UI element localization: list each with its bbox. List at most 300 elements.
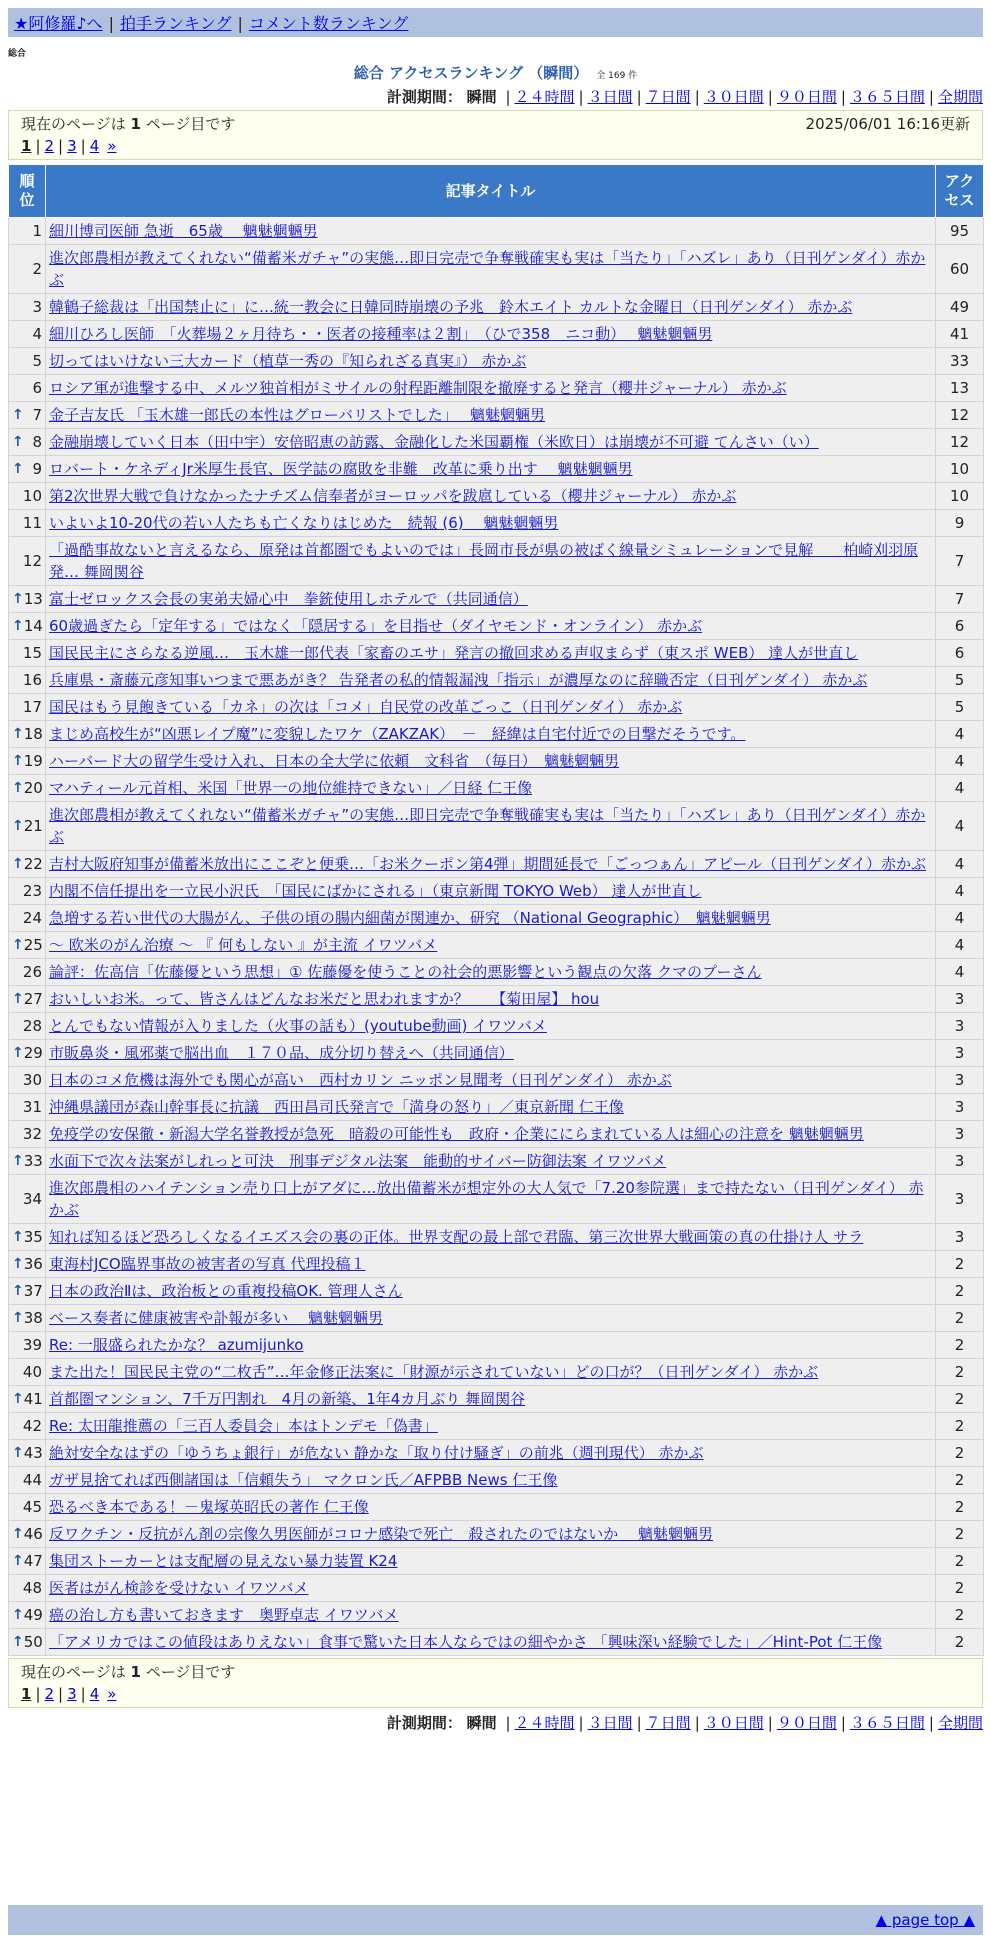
- rank-up-arrow-icon: ↑: [12, 407, 24, 423]
- ranking-body: [9, 218, 984, 1656]
- rank-up-arrow-icon: ↑: [12, 1229, 24, 1245]
- period-separator: |: [767, 1714, 773, 1732]
- period-separator: |: [840, 88, 846, 106]
- title-cell: [46, 402, 936, 429]
- rank-cell: [9, 1121, 46, 1148]
- rank-up-arrow-icon: ↑: [12, 856, 24, 872]
- access-count: 2: [936, 1251, 984, 1278]
- table-row: [9, 1175, 984, 1224]
- article-title-link[interactable]: 水面下で次々法案がしれっと可決 刑事デジタル法案 能動的サイバー防御法案 イワツバメ: [49, 1152, 667, 1170]
- page-link-4[interactable]: 4: [89, 137, 100, 155]
- title-cell: [46, 694, 936, 721]
- period-option-all[interactable]: 全期間: [937, 1714, 983, 1732]
- col-rank-label: 順位: [19, 172, 35, 209]
- article-title-link[interactable]: また出た！国民民主党の“二枚舌”…年金修正法案に「財源が示されていない」どの口が？（日刊ゲンダイ） 赤かぶ: [49, 1363, 819, 1381]
- page-separator: |: [80, 137, 86, 155]
- article-title-link[interactable]: ～ 欧米のがん治療 ～ 『 何もしない 』が主流 イワツバメ: [49, 936, 438, 954]
- article-title-link[interactable]: 第2次世界大戦で負けなかったナチズム信奉者がヨーロッパを跋扈している（櫻井ジャーナル） 赤かぶ: [49, 487, 737, 505]
- rank-number: 24: [22, 909, 42, 927]
- access-count: 2: [936, 1467, 984, 1494]
- period-option-30d[interactable]: ３０日間: [703, 1714, 764, 1732]
- access-count: 2: [936, 1629, 984, 1656]
- table-row: [9, 959, 984, 986]
- article-title-link[interactable]: 細川ひろし医師 「火葬場２ヶ月待ち・・医者の接種率は２割」 （ひで358 ニコ動） 魑魅魍魎男: [49, 325, 713, 343]
- article-title-link[interactable]: 60歳過ぎたら「定年する」ではなく「隠居する」を目指せ（ダイヤモンド・オンライン） 赤かぶ: [49, 617, 703, 635]
- rank-cell: [9, 245, 46, 294]
- period-separator: |: [694, 88, 700, 106]
- rank-number: 37: [23, 1282, 43, 1300]
- title-cell: [46, 1386, 936, 1413]
- article-title-link[interactable]: Re: 太田龍推薦の「三百人委員会」本はトンデモ「偽書」: [49, 1417, 438, 1435]
- period-option-365d[interactable]: ３６５日間: [849, 1714, 925, 1732]
- access-count: 2: [936, 1359, 984, 1386]
- table-row: [9, 721, 984, 748]
- period-option-90d[interactable]: ９０日間: [776, 88, 837, 106]
- table-header-row: [9, 165, 984, 218]
- article-title-link[interactable]: 「過酷事故ないと言えるなら、原発は首都圏でもよいのでは」長岡市長が県の被ばく線量シミュレーションで見解 柏崎刈羽原発… 舞岡関谷: [49, 541, 919, 581]
- access-count: 95: [936, 218, 984, 245]
- pager-status-suffix: ページ目です: [145, 115, 236, 133]
- rank-up-arrow-icon: ↑: [12, 1256, 24, 1272]
- ranking-table: [8, 164, 984, 1656]
- article-title-link[interactable]: 「アメリカではこの値段はありえない」食事で驚いた日本人ならではの細やかさ 「興味深い経験でした」／Hint-Pot 仁王像: [49, 1633, 883, 1651]
- pager-status-line: [21, 1661, 970, 1683]
- rank-number: 23: [22, 882, 42, 900]
- rank-up-arrow-icon: ↑: [12, 591, 24, 607]
- period-option-365d[interactable]: ３６５日間: [849, 88, 925, 106]
- article-title-link[interactable]: 進次郎農相が教えてくれない“備蓄米ガチャ”の実態…即日完売で争奪戦確実も実は「当たり」「ハズレ」あり（日刊ゲンダイ）赤かぶ: [49, 249, 926, 289]
- article-title-link[interactable]: 富士ゼロックス会長の実弟夫婦心中 拳銃使用しホテルで（共同通信）: [49, 590, 528, 608]
- title-cell: [46, 218, 936, 245]
- page-title: [8, 62, 983, 83]
- table-row: [9, 1467, 984, 1494]
- page-next-link[interactable]: »: [107, 1685, 117, 1703]
- title-cell: [46, 1305, 936, 1332]
- rank-cell: [9, 959, 46, 986]
- title-cell: [46, 721, 936, 748]
- title-cell: [46, 986, 936, 1013]
- rank-up-arrow-icon: ↑: [12, 753, 24, 769]
- access-count: 2: [936, 1332, 984, 1359]
- rank-up-arrow-icon: ↑: [12, 818, 24, 834]
- title-cell: [46, 959, 936, 986]
- page-link-3[interactable]: 3: [67, 1685, 77, 1703]
- article-title-link[interactable]: 絶対安全なはずの「ゆうちょ銀行」が危ない 静かな「取り付け騒ぎ」の前兆（週刊現代） 赤かぶ: [49, 1444, 704, 1462]
- title-cell: [46, 905, 936, 932]
- updated-time: 2025/06/01 16:16更新: [805, 115, 970, 133]
- title-cell: [46, 667, 936, 694]
- article-title-link[interactable]: マハティール元首相、米国「世界一の地位維持できない」／日経 仁王像: [49, 779, 533, 797]
- rank-cell: [9, 667, 46, 694]
- rank-cell: [9, 1521, 46, 1548]
- rank-cell: [9, 218, 46, 245]
- rank-up-arrow-icon: ↑: [12, 780, 24, 796]
- rank-cell: [9, 775, 46, 802]
- article-title-link[interactable]: 進次郎農相のハイテンション売り口上がアダに…放出備蓄米が想定外の大人気で「7.20参院選」まで持たない（日刊ゲンダイ） 赤かぶ: [49, 1179, 924, 1219]
- article-title-link[interactable]: 切ってはいけない三大カード（植草一秀の『知られざる真実』） 赤かぶ: [49, 352, 527, 370]
- rank-number: 11: [22, 514, 42, 532]
- access-count: 6: [936, 640, 984, 667]
- page-separator: |: [58, 1685, 64, 1703]
- table-row: [9, 1040, 984, 1067]
- nav-separator: |: [108, 14, 114, 33]
- rank-cell: [9, 613, 46, 640]
- rank-up-arrow-icon: ↑: [12, 1553, 24, 1569]
- rank-cell: [9, 721, 46, 748]
- rank-cell: [9, 1440, 46, 1467]
- access-count: 3: [936, 986, 984, 1013]
- rank-number: 25: [23, 936, 43, 954]
- article-title-link[interactable]: ロバート・ケネディJr米厚生長官、医学誌の腐敗を非難 改革に乗り出す 魑魅魍魎男: [49, 460, 633, 478]
- article-title-link[interactable]: まじめ高校生が“凶悪レイプ魔”に変貌したワケ（ZAKZAK） － 経緯は自宅付近での目撃だそうです。: [49, 725, 746, 743]
- article-title-link[interactable]: 東海村JCO臨界事故の被害者の写真 代理投稿１: [49, 1255, 366, 1273]
- title-cell: [46, 586, 936, 613]
- access-count: 2: [936, 1305, 984, 1332]
- rank-number: 13: [23, 590, 43, 608]
- rank-number: 49: [23, 1606, 43, 1624]
- access-count: 13: [936, 375, 984, 402]
- period-option-all[interactable]: 全期間: [937, 88, 983, 106]
- article-title-link[interactable]: 論評：佐高信「佐藤優という思想」① 佐藤優を使うことの社会的悪影響という観点の欠落 クマのプーさん: [49, 963, 762, 981]
- article-title-link[interactable]: Re: 一服盛られたかな？ azumijunko: [49, 1336, 304, 1354]
- period-separator: |: [578, 88, 584, 106]
- table-row: [9, 1013, 984, 1040]
- access-count: 4: [936, 932, 984, 959]
- access-count: 4: [936, 721, 984, 748]
- rank-number: 28: [22, 1017, 42, 1035]
- rank-number: 47: [23, 1552, 43, 1570]
- period-option-90d[interactable]: ９０日間: [776, 1714, 837, 1732]
- table-row: [9, 1251, 984, 1278]
- table-row: [9, 694, 984, 721]
- article-title-link[interactable]: 兵庫県・斎藤元彦知事いつまで悪あがき？ 告発者の私的情報漏洩「指示」が濃厚なのに辞職否定（日刊ゲンダイ） 赤かぶ: [49, 671, 868, 689]
- title-cell: [46, 1013, 936, 1040]
- article-title-link[interactable]: 吉村大阪府知事が備蓄米放出にここぞと便乗…「お米クーポン第4弾」期間延長で「ごっつぁん」アピール（日刊ゲンダイ）赤かぶ: [49, 855, 926, 873]
- article-title-link[interactable]: ロシア軍が進撃する中、メルツ独首相がミサイルの射程距離制限を撤廃すると発言（櫻井ジャーナル） 赤かぶ: [49, 379, 787, 397]
- rank-number: 44: [22, 1471, 42, 1489]
- rank-cell: [9, 294, 46, 321]
- pager-status-prefix: 現在のページは: [21, 115, 126, 133]
- title-cell: [46, 456, 936, 483]
- access-count: 3: [936, 1040, 984, 1067]
- title-cell: [46, 1251, 936, 1278]
- period-selector-top: [387, 86, 983, 107]
- table-row: [9, 1305, 984, 1332]
- period-option-3d[interactable]: ３日間: [587, 88, 633, 106]
- table-row: [9, 640, 984, 667]
- rank-number: 34: [22, 1190, 42, 1208]
- period-option-24h[interactable]: ２４時間: [514, 1714, 575, 1732]
- access-count: 5: [936, 694, 984, 721]
- col-title-header: 記事タイトル: [46, 165, 936, 218]
- table-row: [9, 245, 984, 294]
- article-title-link[interactable]: 急増する若い世代の大腸がん、子供の頃の腸内細菌が関連か、研究 （National Geographic） 魑魅魍魎男: [49, 909, 771, 927]
- title-cell: [46, 1548, 936, 1575]
- table-row: [9, 402, 984, 429]
- access-count: 4: [936, 748, 984, 775]
- period-current: 瞬間: [466, 1714, 497, 1732]
- page-next-link[interactable]: »: [107, 137, 117, 155]
- table-row: [9, 218, 984, 245]
- rank-up-arrow-icon: ↑: [12, 1526, 24, 1542]
- rank-cell: [9, 878, 46, 905]
- rank-cell: [9, 932, 46, 959]
- rank-number: 35: [23, 1228, 43, 1246]
- article-title-link[interactable]: 金融崩壊していく日本（田中宇）安倍昭恵の訪露、金融化した米国覇権（米欧日）は崩壊が不可避 てんさい（い）: [49, 433, 819, 451]
- rank-number: 40: [22, 1363, 42, 1381]
- table-row: [9, 613, 984, 640]
- article-title-link[interactable]: とんでもない情報が入りました（火事の話も）(youtube動画) イワツバメ: [49, 1017, 547, 1035]
- rank-cell: [9, 1148, 46, 1175]
- table-row: [9, 1602, 984, 1629]
- article-title-link[interactable]: 日本のコメ危機は海外でも関心が高い 西村カリン ニッポン見聞考（日刊ゲンダイ） 赤かぶ: [49, 1071, 672, 1089]
- table-row: [9, 1494, 984, 1521]
- access-count: 2: [936, 1278, 984, 1305]
- rank-number: 30: [22, 1071, 42, 1089]
- title-cell: [46, 1175, 936, 1224]
- rank-number: 50: [23, 1633, 43, 1651]
- access-count: 12: [936, 429, 984, 456]
- rank-number: 15: [22, 644, 42, 662]
- access-count: 3: [936, 1121, 984, 1148]
- access-count: 7: [936, 537, 984, 586]
- title-cell: [46, 429, 936, 456]
- article-title-link[interactable]: 国民はもう見飽きている「カネ」の次は「コメ」自民党の改革ごっこ（日刊ゲンダイ） 赤かぶ: [49, 698, 683, 716]
- rank-up-arrow-icon: ↑: [12, 434, 24, 450]
- article-title-link[interactable]: 首都圏マンション、7千万円割れ 4月の新築、1年4カ月ぶり 舞岡関谷: [49, 1390, 526, 1408]
- nav-separator: |: [237, 14, 243, 33]
- rank-number: 17: [22, 698, 42, 716]
- table-row: [9, 510, 984, 537]
- rank-cell: [9, 1013, 46, 1040]
- access-count: 9: [936, 510, 984, 537]
- period-option-7d[interactable]: ７日間: [645, 88, 691, 106]
- rank-number: 4: [32, 325, 42, 343]
- title-cell: [46, 1040, 936, 1067]
- page-link-4[interactable]: 4: [89, 1685, 100, 1703]
- nav-home-link[interactable]: ★阿修羅♪へ: [14, 14, 103, 33]
- access-count: 10: [936, 456, 984, 483]
- rank-cell: [9, 802, 46, 851]
- rank-cell: [9, 348, 46, 375]
- title-cell: [46, 483, 936, 510]
- pager-bottom: [8, 1658, 983, 1708]
- title-cell: [46, 613, 936, 640]
- table-row: [9, 775, 984, 802]
- pager-status-suffix: ページ目です: [145, 1663, 236, 1681]
- pager-status: [21, 1661, 235, 1683]
- article-title-link[interactable]: 医者はがん検診を受けない イワツバメ: [49, 1579, 309, 1597]
- title-cell: [46, 932, 936, 959]
- title-cell: [46, 1224, 936, 1251]
- table-row: [9, 748, 984, 775]
- rank-cell: [9, 510, 46, 537]
- rank-cell: [9, 429, 46, 456]
- rank-cell: [9, 1251, 46, 1278]
- rank-number: 27: [23, 990, 43, 1008]
- title-cell: [46, 510, 936, 537]
- period-separator: |: [840, 1714, 846, 1732]
- table-row: [9, 1148, 984, 1175]
- period-option-30d[interactable]: ３０日間: [703, 88, 764, 106]
- ranking-title: 総合 アクセスランキング （瞬間）: [353, 64, 589, 82]
- table-row: [9, 483, 984, 510]
- nav-comment-ranking-link[interactable]: コメント数ランキング: [248, 14, 409, 33]
- period-separator: |: [767, 88, 773, 106]
- rank-number: 33: [23, 1152, 43, 1170]
- article-title-link[interactable]: 細川博司医師 急逝 65歳 魑魅魍魎男: [49, 222, 318, 240]
- rank-cell: [9, 1359, 46, 1386]
- article-title-link[interactable]: 集団ストーカーとは支配層の見えない暴力装置 K24: [49, 1552, 398, 1570]
- rank-cell: [9, 1094, 46, 1121]
- rank-cell: [9, 456, 46, 483]
- total-count: 全 169 件: [596, 71, 638, 81]
- access-count: 5: [936, 667, 984, 694]
- article-title-link[interactable]: 恐るべき本である！－鬼塚英昭氏の著作 仁王像: [49, 1498, 369, 1516]
- rank-up-arrow-icon: ↑: [12, 1607, 24, 1623]
- period-option-3d[interactable]: ３日間: [587, 1714, 633, 1732]
- table-row: [9, 1094, 984, 1121]
- table-row: [9, 1440, 984, 1467]
- pager-status: [21, 113, 235, 135]
- rank-cell: [9, 748, 46, 775]
- table-row: [9, 1224, 984, 1251]
- rank-cell: [9, 1467, 46, 1494]
- rank-number: 5: [32, 352, 42, 370]
- pager-current-number: 1: [130, 1663, 141, 1681]
- rank-number: 21: [23, 817, 43, 835]
- rank-number: 14: [23, 617, 43, 635]
- article-title-link[interactable]: おいしいお米。って、皆さんはどんなお米だと思われますか？ 【菊田屋】 hou: [49, 990, 600, 1008]
- rank-number: 7: [32, 406, 42, 424]
- title-cell: [46, 851, 936, 878]
- rank-cell: [9, 1413, 46, 1440]
- page-separator: |: [35, 137, 41, 155]
- table-row: [9, 429, 984, 456]
- table-row: [9, 1386, 984, 1413]
- table-row: [9, 1121, 984, 1148]
- access-count: 2: [936, 1494, 984, 1521]
- period-separator: |: [694, 1714, 700, 1732]
- period-separator: |: [928, 88, 934, 106]
- article-title-link[interactable]: ガザ見捨てれば西側諸国は「信頼失う」 マクロン氏／AFPBB News 仁王像: [49, 1471, 558, 1489]
- title-cell: [46, 1067, 936, 1094]
- rank-number: 26: [22, 963, 42, 981]
- access-count: 33: [936, 348, 984, 375]
- period-separator: |: [505, 1714, 511, 1732]
- rank-up-arrow-icon: ↑: [12, 726, 24, 742]
- access-count: 2: [936, 1521, 984, 1548]
- article-title-link[interactable]: 進次郎農相が教えてくれない“備蓄米ガチャ”の実態…即日完売で争奪戦確実も実は「当たり」「ハズレ」あり（日刊ゲンダイ）赤かぶ: [49, 806, 926, 846]
- page-separator: |: [35, 1685, 41, 1703]
- article-title-link[interactable]: いよいよ10-20代の若い人たちも亡くなりはじめた 続報 (6) 魑魅魍魎男: [49, 514, 559, 532]
- access-count: 3: [936, 1067, 984, 1094]
- article-title-link[interactable]: 金子吉友氏 「玉木雄一郎氏の本性はグローバリストでした」 魑魅魍魎男: [49, 406, 545, 424]
- table-row: [9, 802, 984, 851]
- rank-number: 46: [23, 1525, 43, 1543]
- rank-number: 43: [23, 1444, 43, 1462]
- rank-cell: [9, 321, 46, 348]
- rank-cell: [9, 1067, 46, 1094]
- table-row: [9, 1067, 984, 1094]
- rank-cell: [9, 640, 46, 667]
- table-row: [9, 1629, 984, 1656]
- table-row: [9, 348, 984, 375]
- nav-clap-ranking-link[interactable]: 拍手ランキング: [119, 14, 232, 33]
- rank-cell: [9, 694, 46, 721]
- rank-number: 12: [22, 552, 42, 570]
- period-label: 計測期間：: [386, 1714, 462, 1732]
- article-title-link[interactable]: 沖縄県議団が森山幹事長に抗議 西田昌司氏発言で「満身の怒り」／東京新聞 仁王像: [49, 1098, 624, 1116]
- rank-cell: [9, 1548, 46, 1575]
- rank-cell: [9, 986, 46, 1013]
- article-title-link[interactable]: 癌の治し方も書いておきます 奥野卓志 イワツバメ: [49, 1606, 399, 1624]
- period-option-24h[interactable]: ２４時間: [514, 88, 575, 106]
- table-row: [9, 1332, 984, 1359]
- rank-up-arrow-icon: ↑: [12, 1445, 24, 1461]
- rank-number: 42: [22, 1417, 42, 1435]
- col-rank-header: [9, 165, 46, 218]
- rank-cell: [9, 1332, 46, 1359]
- rank-number: 20: [23, 779, 43, 797]
- page-current: 1: [21, 137, 32, 155]
- rank-number: 32: [22, 1125, 42, 1143]
- page-top-link[interactable]: ▲ page top ▲: [875, 1911, 975, 1929]
- access-count: 3: [936, 1224, 984, 1251]
- rank-cell: [9, 1575, 46, 1602]
- article-title-link[interactable]: 市販鼻炎・風邪薬で脳出血 １７０品、成分切り替えへ（共同通信）: [49, 1044, 514, 1062]
- table-row: [9, 1359, 984, 1386]
- table-row: [9, 294, 984, 321]
- rank-cell: [9, 537, 46, 586]
- title-cell: [46, 1575, 936, 1602]
- access-count: 4: [936, 905, 984, 932]
- period-option-7d[interactable]: ７日間: [645, 1714, 691, 1732]
- page-link-2[interactable]: 2: [44, 137, 55, 155]
- top-nav-bar: [8, 8, 983, 37]
- access-count: 12: [936, 402, 984, 429]
- article-title-link[interactable]: ハーバード大の留学生受け入れ、日本の全大学に依頼 文科省 （毎日） 魑魅魍魎男: [49, 752, 620, 770]
- article-title-link[interactable]: 国民民主にさらなる逆風… 玉木雄一郎代表「家畜のエサ」発言の撤回求める声収まらず（東スポ WEB） 達人が世直し: [49, 644, 859, 662]
- title-cell: [46, 1521, 936, 1548]
- page-links: [21, 135, 970, 157]
- rank-up-arrow-icon: ↑: [12, 937, 24, 953]
- article-title-link[interactable]: 反ワクチン・反抗がん剤の宗像久男医師がコロナ感染で死亡 殺されたのではないか 魑魅魍魎男: [49, 1525, 714, 1543]
- article-title-link[interactable]: 免疫学の安保徹・新潟大学名誉教授が急死 暗殺の可能性も 政府・企業ににらまれている人は細心の注意を 魑魅魍魎男: [49, 1125, 864, 1143]
- rank-cell: [9, 1040, 46, 1067]
- page-separator: |: [80, 1685, 86, 1703]
- article-title-link[interactable]: 日本の政治Ⅱは、政治板との重複投稿OK. 管理人さん: [49, 1282, 403, 1300]
- rank-number: 19: [23, 752, 43, 770]
- table-row: [9, 1575, 984, 1602]
- rank-number: 3: [32, 298, 42, 316]
- article-title-link[interactable]: 内閣不信任提出を一立民小沢氏 「国民にばかにされる」（東京新聞 TOKYO Web） 達人が世直し: [49, 882, 702, 900]
- page-link-3[interactable]: 3: [67, 137, 77, 155]
- article-title-link[interactable]: 知れば知るほど恐ろしくなるイエズス会の裏の正体。世界支配の最上部で君臨、第三次世界大戦画策の真の仕掛け人 サラ: [49, 1228, 864, 1246]
- page-link-2[interactable]: 2: [44, 1685, 55, 1703]
- access-count: 3: [936, 1175, 984, 1224]
- rank-cell: [9, 483, 46, 510]
- table-row: [9, 586, 984, 613]
- page-separator: |: [58, 137, 64, 155]
- rank-cell: [9, 905, 46, 932]
- article-title-link[interactable]: 韓鶴子総裁は「出国禁止に」に…統一教会に日韓同時崩壊の予兆 鈴木エイト カルトな金曜日（日刊ゲンダイ） 赤かぶ: [49, 298, 853, 316]
- title-cell: [46, 1278, 936, 1305]
- access-count: 2: [936, 1440, 984, 1467]
- access-count: 2: [936, 1413, 984, 1440]
- title-cell: [46, 748, 936, 775]
- article-title-link[interactable]: ベース奏者に健康被害や訃報が多い 魑魅魍魎男: [49, 1309, 384, 1327]
